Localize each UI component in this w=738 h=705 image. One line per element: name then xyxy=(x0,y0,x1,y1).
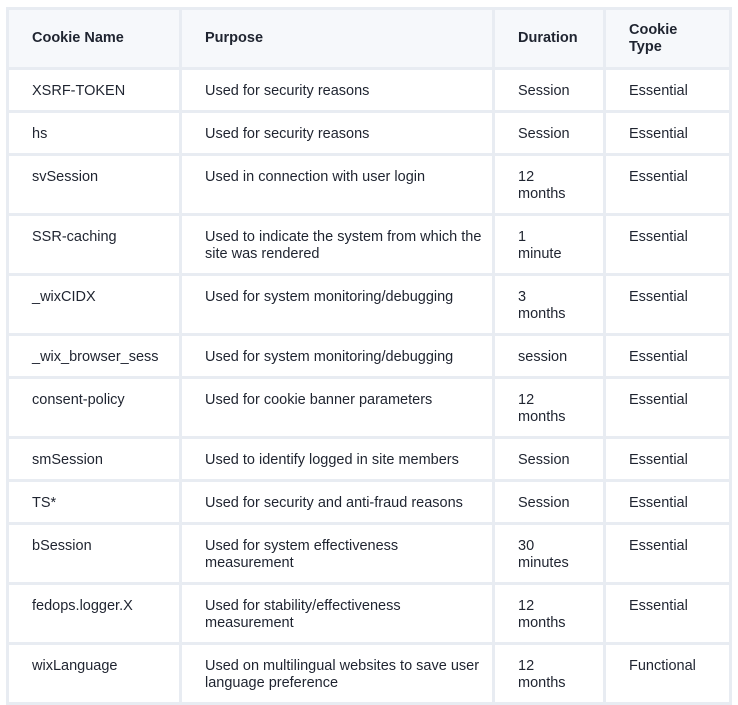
cell-duration: Session xyxy=(494,112,605,155)
cell-cookie-name: hs xyxy=(8,112,181,155)
cell-purpose: Used for security reasons xyxy=(181,69,494,112)
cell-duration: session xyxy=(494,335,605,378)
header-purpose: Purpose xyxy=(181,9,494,69)
table-row xyxy=(8,335,731,378)
table-row xyxy=(8,155,731,215)
cell-duration: 1 minute xyxy=(494,215,605,275)
cell-purpose: Used on multilingual websites to save user language preference xyxy=(181,644,494,704)
cell-duration: Session xyxy=(494,438,605,481)
cell-purpose: Used for system monitoring/debugging xyxy=(181,275,494,335)
cell-purpose: Used in connection with user login xyxy=(181,155,494,215)
header-cookie-type: Cookie Type xyxy=(605,9,731,69)
table-row xyxy=(8,215,731,275)
cell-purpose: Used to identify logged in site members xyxy=(181,438,494,481)
cell-cookie-type: Essential xyxy=(605,524,731,584)
table-row xyxy=(8,481,731,524)
cell-purpose: Used for security reasons xyxy=(181,112,494,155)
cell-cookie-type: Essential xyxy=(605,275,731,335)
cell-cookie-type: Essential xyxy=(605,378,731,438)
cell-purpose: Used for security and anti-fraud reasons xyxy=(181,481,494,524)
cell-duration: 12 months xyxy=(494,155,605,215)
cell-duration: Session xyxy=(494,481,605,524)
cell-cookie-type: Essential xyxy=(605,481,731,524)
cell-cookie-type: Functional xyxy=(605,644,731,704)
cell-cookie-name: bSession xyxy=(8,524,181,584)
table-body xyxy=(8,69,731,704)
cell-cookie-name: fedops.logger.X xyxy=(8,584,181,644)
cell-purpose: Used for stability/effectiveness measurement xyxy=(181,584,494,644)
cell-duration: 12 months xyxy=(494,644,605,704)
cell-cookie-name: _wixCIDX xyxy=(8,275,181,335)
cell-purpose: Used for system monitoring/debugging xyxy=(181,335,494,378)
cell-duration: 12 months xyxy=(494,584,605,644)
table-row xyxy=(8,275,731,335)
table-row xyxy=(8,438,731,481)
table-row xyxy=(8,69,731,112)
cell-duration: 3 months xyxy=(494,275,605,335)
cell-cookie-name: wixLanguage xyxy=(8,644,181,704)
header-duration: Duration xyxy=(494,9,605,69)
cell-cookie-type: Essential xyxy=(605,584,731,644)
cell-duration: Session xyxy=(494,69,605,112)
cell-cookie-name: SSR-caching xyxy=(8,215,181,275)
cookie-table xyxy=(6,7,732,705)
cell-cookie-type: Essential xyxy=(605,112,731,155)
table-row xyxy=(8,112,731,155)
cookie-table-container xyxy=(6,7,729,705)
cell-cookie-type: Essential xyxy=(605,155,731,215)
cell-cookie-type: Essential xyxy=(605,335,731,378)
cell-cookie-name: svSession xyxy=(8,155,181,215)
table-header-row xyxy=(8,9,731,69)
cell-cookie-type: Essential xyxy=(605,438,731,481)
cell-cookie-name: consent-policy xyxy=(8,378,181,438)
table-row xyxy=(8,584,731,644)
cell-purpose: Used to indicate the system from which the site was rendered xyxy=(181,215,494,275)
table-row xyxy=(8,378,731,438)
cell-cookie-type: Essential xyxy=(605,215,731,275)
header-cookie-name: Cookie Name xyxy=(8,9,181,69)
cell-cookie-name: XSRF-TOKEN xyxy=(8,69,181,112)
cell-cookie-type: Essential xyxy=(605,69,731,112)
table-row xyxy=(8,524,731,584)
cell-cookie-name: smSession xyxy=(8,438,181,481)
cell-duration: 12 months xyxy=(494,378,605,438)
cell-cookie-name: TS* xyxy=(8,481,181,524)
cell-duration: 30 minutes xyxy=(494,524,605,584)
table-row xyxy=(8,644,731,704)
cell-purpose: Used for system effectiveness measurement xyxy=(181,524,494,584)
cell-purpose: Used for cookie banner parameters xyxy=(181,378,494,438)
cell-cookie-name: _wix_browser_sess xyxy=(8,335,181,378)
